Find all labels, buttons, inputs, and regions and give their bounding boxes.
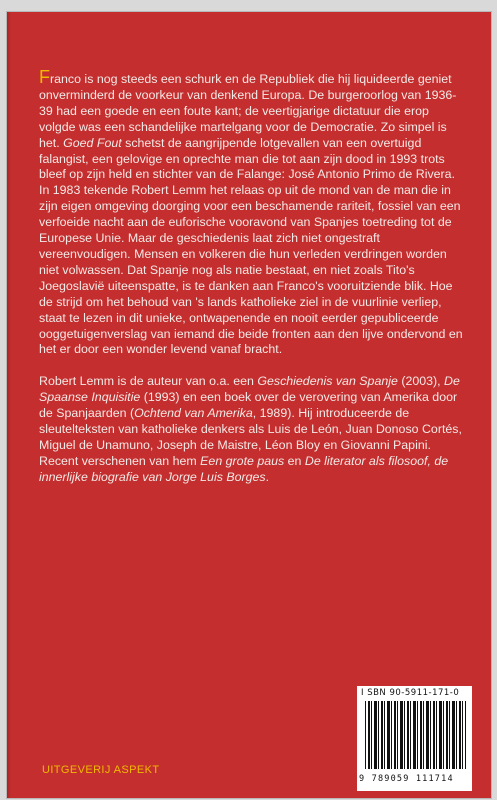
bio-text: (2003),	[397, 374, 445, 389]
isbn-number: I SBN 90-5911-171-0	[361, 688, 460, 698]
bio-text: .	[265, 469, 270, 484]
spine-shadow	[7, 12, 11, 798]
author-bio	[39, 374, 467, 485]
drop-cap: F	[39, 67, 50, 87]
cover-text	[39, 67, 467, 486]
publisher-name: UITGEVERIJ ASPEKT	[42, 764, 160, 776]
work-title: De Spaanse Inquisitie	[39, 374, 460, 405]
blurb-text: schetst de aangrijpende lotgevallen van een overtuigd falangist, een gelovige en oprechte man die tot aan zijn dood in 1993 trots bleef op zijn held en stichter van de Falange: José Antonio Primo de Rivera.	[39, 135, 456, 182]
isbn-barcode	[357, 686, 472, 791]
back-cover	[7, 12, 491, 798]
work-title: De literator als filosoof, de innerlijke biografie van Jorge Luis Borges	[39, 453, 449, 484]
bio-text: , 1989). Hij introduceerde de sleutelteksten van katholieke denkers als Luis de León, Juan Donoso Cortés, Miguel de Unamuno, Joseph de Maistre, Léon Bloy en Giovanni Papini. Recent verschenen van hem	[39, 406, 462, 468]
work-title: Ochtend van Amerika	[134, 406, 253, 421]
book-title: Goed Fout	[63, 135, 122, 150]
blurb-paragraph-1	[39, 67, 467, 183]
work-title: Geschiedenis van Spanje	[257, 374, 398, 389]
blurb-paragraph-2: In 1983 tekende Robert Lemm het relaas op uit de mond van de man die in zijn eigen omgeving doorging voor een beschamende rariteit, fossiel van een verfoeide nacht aan de euforische vooravond van Spanjes toetreding tot de Europese Unie. Maar de geschiedenis laat zich niet ongestraft vereenvoudigen. Mensen en volkeren die hun verleden verdringen worden niet volwassen. Dat Spanje nog als natie bestaat, en niet zoals Tito's Joegoslavië uiteenspatte, is te danken aan Franco's vooruitziende blik. Hoe de strijd om het behoud van 's lands katholieke ziel in de vuurlinie verliep, staat te lezen in dit unieke, ontwapenende en nooit eerder gepubliceerde ooggetuigenverslag van iemand die beide fronten aan den lijve ondervond en het er door een wonder levend vanaf bracht.	[39, 183, 463, 357]
blurb-text: ranco is nog steeds een schurk en de Republiek die hij liquideerde geniet onverminderd de voorkeur van denkend Europa. De burgeroorlog van 1936-39 had een goede en een foute kant; de veertigjarige dictatuur die erop volgde was een schandelijke martelgang voor de Democratie. Zo simpel is het.	[39, 72, 457, 150]
barcode-bars	[365, 701, 466, 769]
bio-text: en	[284, 453, 305, 468]
bio-text: Robert Lemm is de auteur van o.a. een	[39, 374, 258, 389]
work-title: Een grote paus	[200, 453, 285, 468]
bio-text: (1993) en een boek over de verovering van Amerika door de Spanjaarden (	[39, 390, 458, 421]
ean-number: 9 789059 111714	[359, 774, 454, 784]
